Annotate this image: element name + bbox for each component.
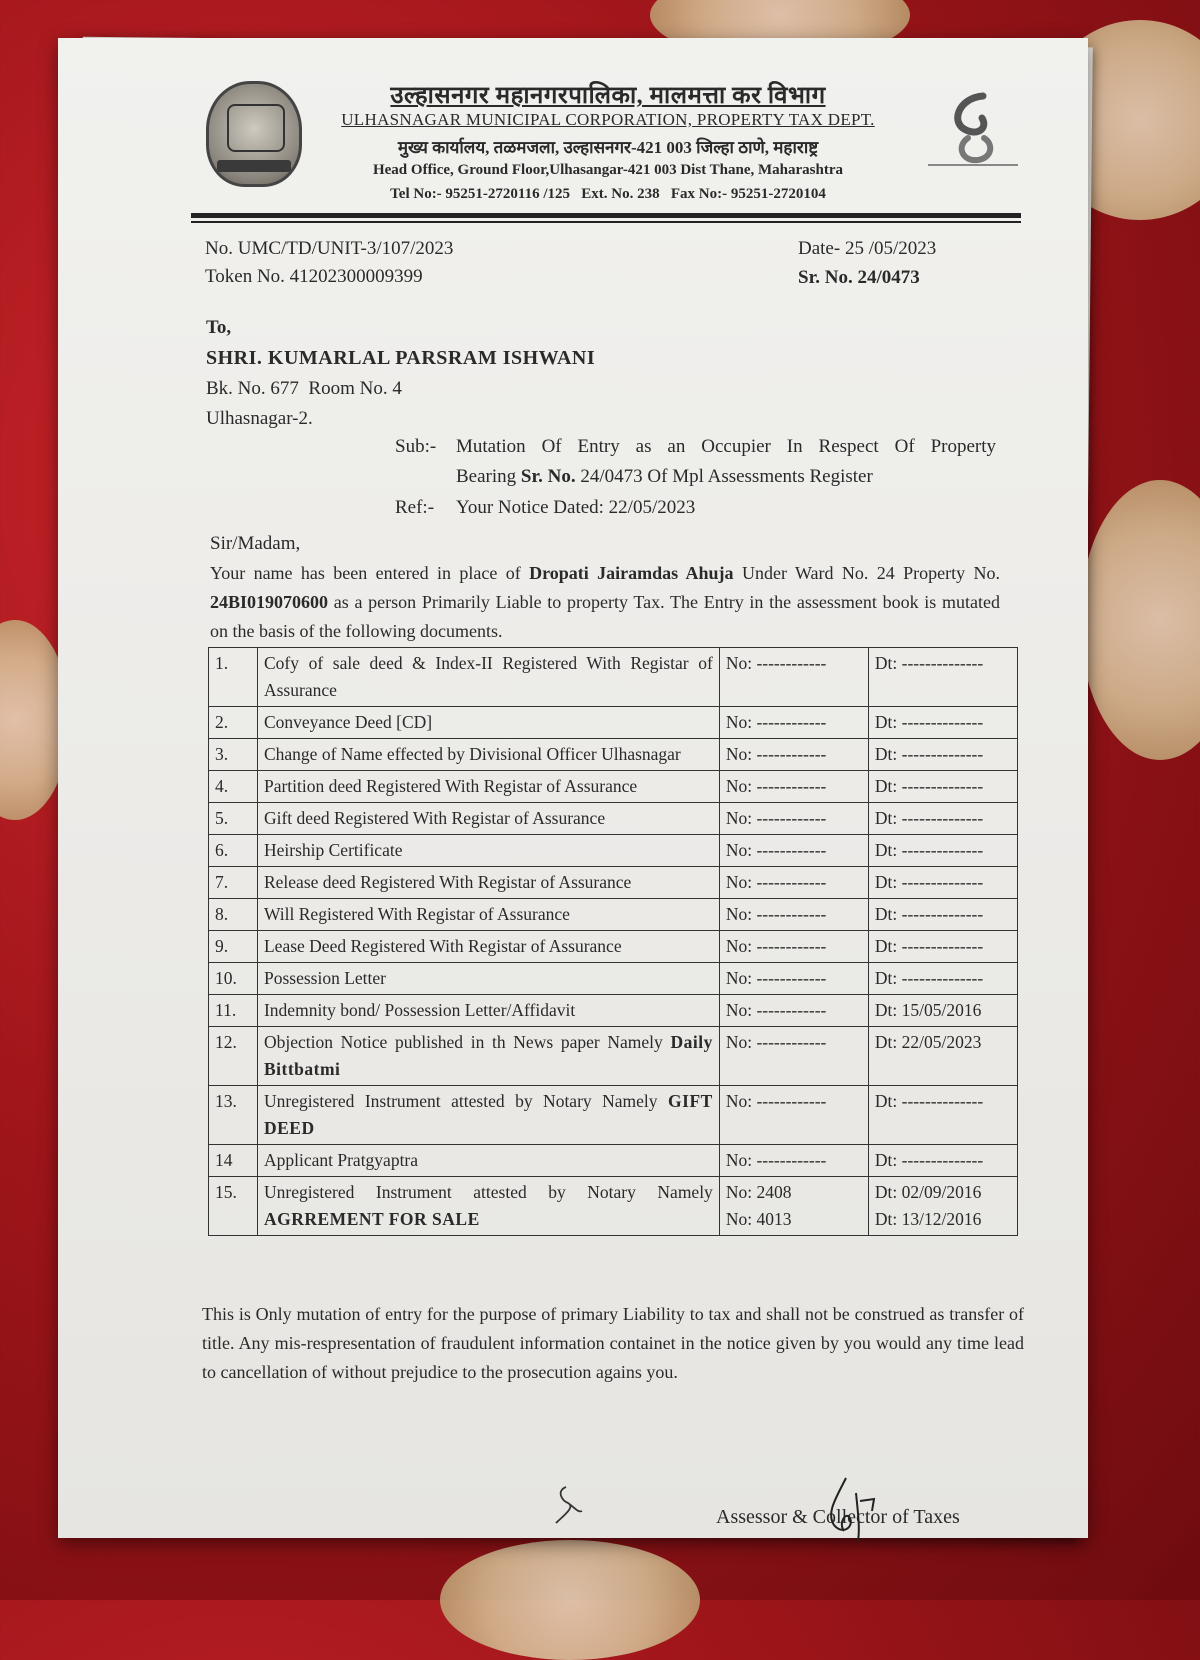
- header-divider-thick: [191, 213, 1021, 218]
- document-description: [257, 835, 719, 867]
- document-date: [868, 899, 1017, 931]
- number-value: No: ------------: [725, 808, 827, 828]
- document-date: [868, 931, 1017, 963]
- table-row: [209, 835, 1018, 867]
- number-value: No: ------------: [725, 1032, 827, 1052]
- document-date: [868, 867, 1017, 899]
- reference-text: Your Notice Dated: 22/05/2023: [456, 497, 696, 518]
- table-row: [209, 803, 1018, 835]
- description-text: Heirship Certificate: [263, 840, 403, 860]
- document-date: [868, 1145, 1017, 1177]
- description-text: Partition deed Registered With Registar of Assurance: [263, 776, 638, 796]
- date-value: Dt: 02/09/2016: [874, 1182, 982, 1202]
- document-number: [719, 963, 868, 995]
- document-date: [868, 707, 1017, 739]
- reference-label: Ref:-: [395, 497, 435, 518]
- date-value: Dt: --------------: [874, 904, 984, 924]
- signature: [816, 1473, 886, 1543]
- document-number: [719, 648, 868, 707]
- recipient-name: SHRI. KUMARLAL PARSRAM ISHWANI: [206, 347, 596, 369]
- date-value: Dt: --------------: [874, 776, 984, 796]
- document-date: [868, 739, 1017, 771]
- document-date: [868, 1086, 1017, 1145]
- document-description: [257, 1177, 719, 1236]
- table-row: [209, 963, 1018, 995]
- document-number: [719, 707, 868, 739]
- table-row: [209, 899, 1018, 931]
- number-value: No: ------------: [725, 1000, 827, 1020]
- document-date: [868, 648, 1017, 707]
- description-text: Release deed Registered With Registar of Assurance: [263, 872, 632, 892]
- number-value: No: ------------: [725, 1150, 827, 1170]
- date-value: Dt: --------------: [874, 1150, 984, 1170]
- table-row: [209, 739, 1018, 771]
- document-description: [257, 1145, 719, 1177]
- document-number: [719, 1145, 868, 1177]
- table-row: [209, 867, 1018, 899]
- row-number: 3.: [209, 739, 258, 771]
- document-description: [257, 931, 719, 963]
- table-row: [209, 771, 1018, 803]
- number-value: No: ------------: [725, 904, 827, 924]
- table-row: [209, 1177, 1018, 1236]
- fabric-flower: [1080, 480, 1200, 760]
- document-description: [257, 867, 719, 899]
- document-description: [257, 739, 719, 771]
- document-number: [719, 739, 868, 771]
- initial-mark: [548, 1483, 588, 1528]
- number-value-secondary: No: 4013: [725, 1209, 792, 1229]
- date-value: Dt: --------------: [874, 712, 984, 732]
- salutation: Sir/Madam,: [210, 533, 301, 554]
- row-number: 15.: [209, 1177, 258, 1236]
- document-description: [257, 707, 719, 739]
- document-number: [719, 771, 868, 803]
- recipient-address-line1: Bk. No. 677 Room No. 4: [206, 378, 402, 399]
- document-date: [868, 995, 1017, 1027]
- table-row: [209, 707, 1018, 739]
- row-number: 1.: [209, 648, 258, 707]
- date-value: Dt: --------------: [874, 840, 984, 860]
- header-title-marathi: उल्हासनगर महानगरपालिका, मालमत्ता कर विभाग: [390, 83, 826, 109]
- date-value: Dt: --------------: [874, 936, 984, 956]
- document-number: [719, 899, 868, 931]
- date-value: Dt: --------------: [874, 1091, 984, 1111]
- date-value: Dt: 15/05/2016: [874, 1000, 982, 1020]
- token-number: Token No. 41202300009399: [205, 266, 423, 287]
- header-divider-thin: [191, 221, 1021, 223]
- document-number: [719, 803, 868, 835]
- row-number: 4.: [209, 771, 258, 803]
- description-text: Lease Deed Registered With Registar of Assurance: [263, 936, 622, 956]
- number-value: No: ------------: [725, 840, 827, 860]
- table-row: [209, 1145, 1018, 1177]
- document-date: [868, 1027, 1017, 1086]
- documents-table: [208, 647, 1018, 1236]
- description-text: Objection Notice published in th News paper Namely: [263, 1032, 663, 1052]
- document-number: [719, 1177, 868, 1236]
- document-number: [719, 835, 868, 867]
- description-text: Indemnity bond/ Possession Letter/Affidavit: [263, 1000, 576, 1020]
- notice-document: [58, 38, 1088, 1538]
- description-text: Unregistered Instrument attested by Notary Namely: [263, 1182, 713, 1202]
- row-number: 14: [209, 1145, 258, 1177]
- table-row: [209, 931, 1018, 963]
- description-text: Unregistered Instrument attested by Notary Namely: [263, 1091, 658, 1111]
- date-value: Dt: 22/05/2023: [874, 1032, 982, 1052]
- document-description: [257, 899, 719, 931]
- subject-line-2: Bearing Sr. No. 24/0473 Of Mpl Assessments Register: [456, 466, 873, 487]
- recipient-address-line2: Ulhasnagar-2.: [206, 408, 313, 429]
- description-text: Change of Name effected by Divisional Officer Ulhasnagar: [263, 744, 681, 764]
- document-description: [257, 1086, 719, 1145]
- number-value: No: ------------: [725, 776, 827, 796]
- description-highlight: AGRREMENT FOR SALE: [263, 1209, 480, 1229]
- body-paragraph: Your name has been entered in place of Dropati Jairamdas Ahuja Under Ward No. 24 Property No. 24BI019070600 as a person Primarily Liable to property Tax. The Entry in the assessment book is mutated on the basis of the following documents.: [210, 563, 1001, 641]
- date-value: Dt: --------------: [874, 968, 984, 988]
- document-description: [257, 648, 719, 707]
- table-row: [209, 648, 1018, 707]
- serial-number: Sr. No. 24/0473: [798, 267, 920, 288]
- description-highlight: GIFT DEED: [263, 1091, 713, 1138]
- row-number: 12.: [209, 1027, 258, 1086]
- header-telephone: Tel No:- 95251-2720116 /125 Ext. No. 238 Fax No:- 95251-2720104: [390, 186, 826, 202]
- description-text: Conveyance Deed [CD]: [263, 712, 433, 732]
- document-date: [868, 1177, 1017, 1236]
- document-description: [257, 1027, 719, 1086]
- row-number: 2.: [209, 707, 258, 739]
- header-address-marathi: मुख्य कार्यालय, तळमजला, उल्हासनगर-421 003 जिल्हा ठाणे, महाराष्ट्र: [397, 138, 819, 157]
- document-description: [257, 995, 719, 1027]
- description-text: Gift deed Registered With Registar of Assurance: [263, 808, 606, 828]
- header-address-english: Head Office, Ground Floor,Ulhasangar-421 003 Dist Thane, Maharashtra: [372, 162, 844, 178]
- date-value-secondary: Dt: 13/12/2016: [874, 1209, 982, 1229]
- number-value: No: ------------: [725, 936, 827, 956]
- subject-line-1: Mutation Of Entry as an Occupier In Respect Of Property: [456, 436, 996, 457]
- date-value: Dt: --------------: [874, 744, 984, 764]
- number-value: No: ------------: [725, 653, 827, 673]
- number-value: No: ------------: [725, 1091, 827, 1111]
- document-number: [719, 867, 868, 899]
- document-date: [868, 963, 1017, 995]
- row-number: 6.: [209, 835, 258, 867]
- table-row: [209, 1027, 1018, 1086]
- document-number: [719, 931, 868, 963]
- description-text: Will Registered With Registar of Assurance: [263, 904, 570, 924]
- number-value: No: 2408: [725, 1182, 792, 1202]
- document-date: [868, 803, 1017, 835]
- description-text: Cofy of sale deed & Index-II Registered With Registar of Assurance: [263, 653, 713, 700]
- row-number: 11.: [209, 995, 258, 1027]
- row-number: 5.: [209, 803, 258, 835]
- corporation-emblem-icon: [206, 81, 302, 187]
- table-row: [209, 1086, 1018, 1145]
- description-text: Possession Letter: [263, 968, 386, 988]
- fabric-flower: [440, 1540, 700, 1660]
- row-number: 13.: [209, 1086, 258, 1145]
- description-text: Applicant Pratgyaptra: [263, 1150, 419, 1170]
- reference-number: No. UMC/TD/UNIT-3/107/2023: [205, 238, 454, 259]
- document-date: [868, 771, 1017, 803]
- row-number: 10.: [209, 963, 258, 995]
- document-number: [719, 1086, 868, 1145]
- date-value: Dt: --------------: [874, 808, 984, 828]
- document-description: [257, 963, 719, 995]
- row-number: 7.: [209, 867, 258, 899]
- number-value: No: ------------: [725, 744, 827, 764]
- disclaimer-paragraph: This is Only mutation of entry for the purpose of primary Liability to tax and shall not be construed as transfer of title. Any mis-respresentation of fraudulent information containet in the notice given by you would any time lead to cancellation of without prejudice to the prosecution agains you.: [202, 1304, 1024, 1382]
- document-number: [719, 995, 868, 1027]
- document-number: [719, 1027, 868, 1086]
- number-value: No: ------------: [725, 968, 827, 988]
- letter-date: Date- 25 /05/2023: [798, 238, 937, 259]
- table-row: [209, 995, 1018, 1027]
- number-value: No: ------------: [725, 872, 827, 892]
- signatory-title: Assessor & Collector of Taxes: [716, 1506, 960, 1528]
- logo-caption-line: [928, 164, 1018, 174]
- document-description: [257, 803, 719, 835]
- number-value: No: ------------: [725, 712, 827, 732]
- row-number: 9.: [209, 931, 258, 963]
- row-number: 8.: [209, 899, 258, 931]
- header-title-english: ULHASNAGAR MUNICIPAL CORPORATION, PROPERTY TAX DEPT.: [341, 110, 875, 129]
- swachh-logo-icon: [938, 88, 1008, 168]
- date-value: Dt: --------------: [874, 872, 984, 892]
- document-date: [868, 835, 1017, 867]
- document-description: [257, 771, 719, 803]
- to-label: To,: [206, 317, 232, 338]
- subject-label: Sub:-: [395, 436, 437, 457]
- date-value: Dt: --------------: [874, 653, 984, 673]
- description-highlight: Daily Bittbatmi: [263, 1032, 713, 1079]
